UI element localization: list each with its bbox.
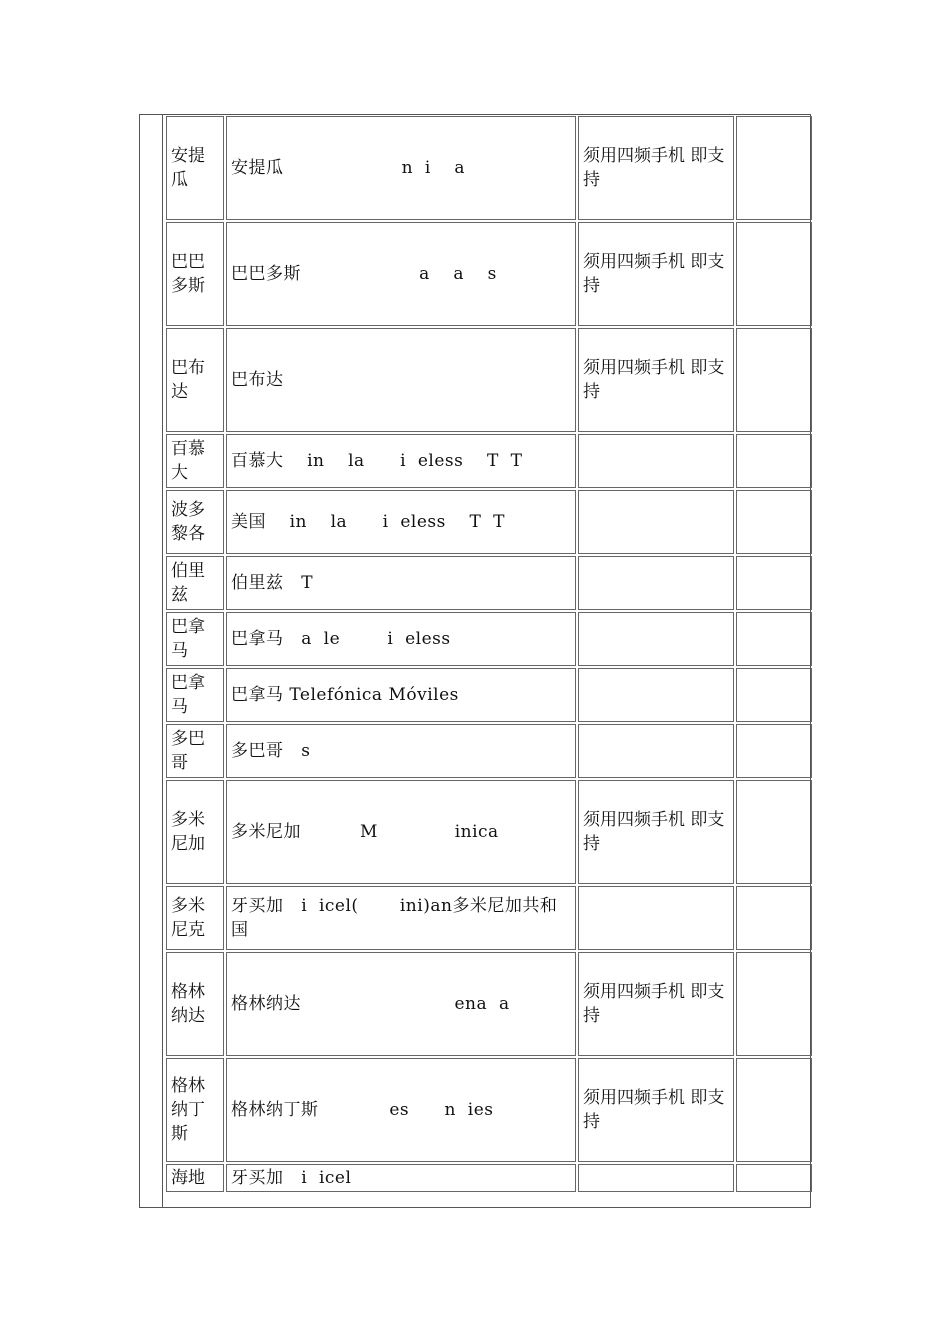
country-cell: 波多黎各 xyxy=(166,490,224,554)
note-cell xyxy=(578,434,734,488)
country-cell: 海地 xyxy=(166,1164,224,1192)
table-row xyxy=(166,1164,812,1192)
operator-text: 格林纳丁斯 es n ies xyxy=(231,1100,494,1120)
country-cell: 安提瓜 xyxy=(166,116,224,220)
carrier-table xyxy=(164,114,814,1194)
operator-cell xyxy=(226,328,576,432)
country-cell: 巴巴多斯 xyxy=(166,222,224,326)
table-left-margin-column xyxy=(139,114,163,1208)
note-cell xyxy=(578,886,734,950)
table-row xyxy=(166,222,812,326)
operator-text: 巴拿马 Telefónica Móviles xyxy=(231,685,459,705)
operator-cell xyxy=(226,952,576,1056)
operator-cell xyxy=(226,116,576,220)
note-cell: 须用四频手机 即支持 xyxy=(578,1058,734,1162)
note-cell: 须用四频手机 即支持 xyxy=(578,952,734,1056)
country-cell: 百慕大 xyxy=(166,434,224,488)
note-cell xyxy=(578,556,734,610)
operator-text: 牙买加 i icel( ini)an多米尼加共和国 xyxy=(231,896,558,940)
table-row xyxy=(166,724,812,778)
table-row xyxy=(166,116,812,220)
note-cell xyxy=(578,1164,734,1192)
country-cell: 巴布达 xyxy=(166,328,224,432)
operator-text: 伯里兹 T xyxy=(231,573,314,593)
extra-cell xyxy=(736,222,812,326)
table-row xyxy=(166,1058,812,1162)
operator-text: 巴巴多斯 a a s xyxy=(231,264,497,284)
note-cell: 须用四频手机 即支持 xyxy=(578,116,734,220)
extra-cell xyxy=(736,556,812,610)
operator-text: 牙买加 i icel xyxy=(231,1168,352,1188)
note-cell xyxy=(578,668,734,722)
table-row xyxy=(166,952,812,1056)
operator-cell xyxy=(226,1058,576,1162)
operator-cell xyxy=(226,434,576,488)
country-cell: 巴拿马 xyxy=(166,612,224,666)
extra-cell xyxy=(736,1058,812,1162)
operator-cell xyxy=(226,1164,576,1192)
extra-cell xyxy=(736,668,812,722)
operator-text: 巴布达 xyxy=(231,370,284,390)
operator-cell xyxy=(226,668,576,722)
operator-text: 多巴哥 s xyxy=(231,741,311,761)
extra-cell xyxy=(736,724,812,778)
note-cell xyxy=(578,612,734,666)
operator-cell xyxy=(226,886,576,950)
table-row xyxy=(166,556,812,610)
operator-text: 百慕大 in la i eless T T xyxy=(231,451,523,471)
table-row xyxy=(166,780,812,884)
note-cell: 须用四频手机 即支持 xyxy=(578,222,734,326)
extra-cell xyxy=(736,886,812,950)
extra-cell xyxy=(736,1164,812,1192)
extra-cell xyxy=(736,434,812,488)
country-cell: 格林纳达 xyxy=(166,952,224,1056)
note-cell xyxy=(578,724,734,778)
country-cell: 格林纳丁斯 xyxy=(166,1058,224,1162)
operator-cell xyxy=(226,612,576,666)
note-cell: 须用四频手机 即支持 xyxy=(578,328,734,432)
extra-cell xyxy=(736,780,812,884)
extra-cell xyxy=(736,952,812,1056)
table-row xyxy=(166,490,812,554)
country-cell: 多米尼克 xyxy=(166,886,224,950)
table-row xyxy=(166,434,812,488)
table-row xyxy=(166,668,812,722)
operator-text: 安提瓜 n i a xyxy=(231,158,466,178)
country-cell: 多巴哥 xyxy=(166,724,224,778)
country-cell: 伯里兹 xyxy=(166,556,224,610)
operator-text: 多米尼加 M inica xyxy=(231,822,499,842)
extra-cell xyxy=(736,116,812,220)
note-cell: 须用四频手机 即支持 xyxy=(578,780,734,884)
operator-cell xyxy=(226,724,576,778)
operator-cell xyxy=(226,780,576,884)
operator-cell xyxy=(226,222,576,326)
operator-text: 格林纳达 ena a xyxy=(231,994,510,1014)
country-cell: 多米尼加 xyxy=(166,780,224,884)
extra-cell xyxy=(736,328,812,432)
table-row xyxy=(166,328,812,432)
note-cell xyxy=(578,490,734,554)
operator-cell xyxy=(226,556,576,610)
country-cell: 巴拿马 xyxy=(166,668,224,722)
extra-cell xyxy=(736,490,812,554)
operator-text: 巴拿马 a le i eless xyxy=(231,629,451,649)
table-row xyxy=(166,886,812,950)
extra-cell xyxy=(736,612,812,666)
operator-cell xyxy=(226,490,576,554)
table-row xyxy=(166,612,812,666)
operator-text: 美国 in la i eless T T xyxy=(231,512,505,532)
